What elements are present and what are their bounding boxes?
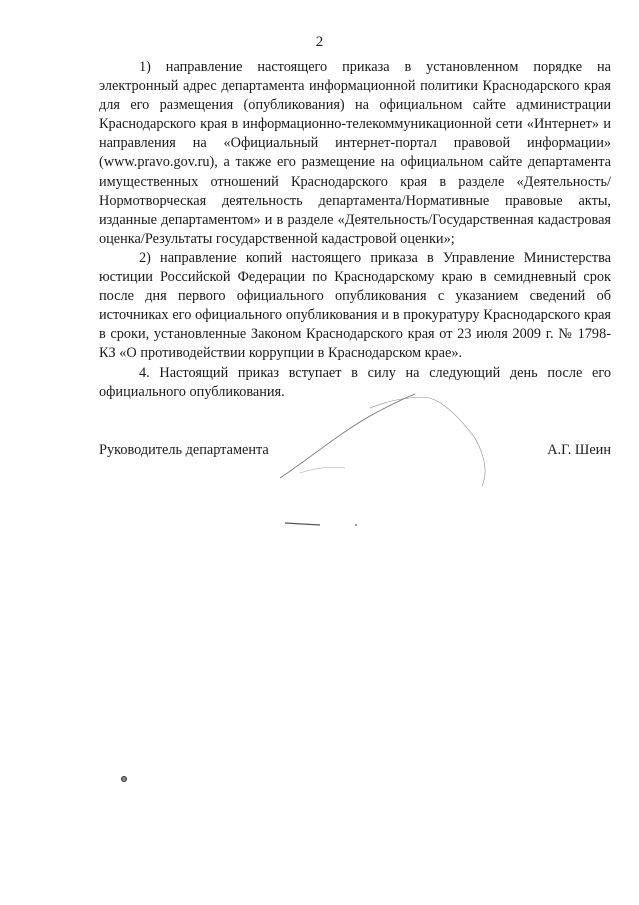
- paragraph-2-text: 2) направление копий настоящего приказа в Управление Министерства юстиции Российской Федерации по Краснодарскому краю в семидневный срок после дня первого официального опубликования с указанием сведений об источниках его официального опубликования и в прокуратуру Краснодарского края в сроки, установленные Законом Краснодарского края от 23 июля 2009 г. № 1798-КЗ «О противодействии коррупции в Краснодарском крае».: [99, 249, 611, 362]
- paragraph-1-text: 1) направление настоящего приказа в установленном порядке на электронный адрес департамента информационной политики Краснодарского края для его размещения (опубликования) на официальном сайте администрации Краснодарского края в информационно-телекоммуникационной сети «Интернет» и направления на «Официальный интернет-портал правовой информации» (www.pravo.gov.ru), а также его размещение на официальном сайте департамента имущественных отношений Краснодарского края в разделе «Деятельность/Нормотворческая деятельность департамента/Нормативные правовые акты, изданные департаментом» и в разделе «Деятельность/Государственная кадастровая оценка/Результаты государственной кадастровой оценки»;: [99, 59, 611, 247]
- page-number: 2: [315, 34, 324, 50]
- paragraph-1: [99, 58, 611, 249]
- scan-dot-mark: [120, 775, 128, 783]
- document-body: [99, 58, 611, 402]
- signatory-name: А.Г. Шеин: [547, 442, 611, 458]
- handwritten-signature: [270, 378, 510, 538]
- paragraph-2: [99, 249, 611, 364]
- paragraph-4-text: 4. Настоящий приказ вступает в силу на следующий день после его официального опубликования.: [99, 364, 611, 400]
- signatory-title: Руководитель департамента: [99, 442, 269, 458]
